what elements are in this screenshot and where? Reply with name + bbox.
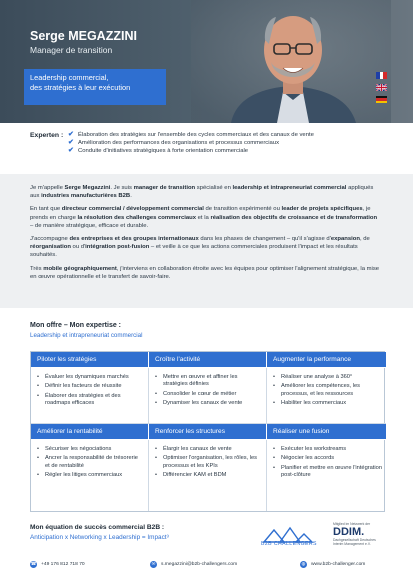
offer-cell: [267, 440, 386, 511]
list-item: • Différencier KAM et BDM: [155, 472, 227, 479]
website-link[interactable]: ◍ www.b2b-challenger.com: [301, 561, 366, 567]
offer-heading: Améliorer la rentabilité: [31, 424, 149, 440]
language-flags: [376, 72, 387, 103]
bio-paragraph-1: Je m'appelle Serge Megazzini. Je suis manager de transition spécialisé en leadership et intrapreneuriat commercial appliqués aux industries manufacturières B2B.: [30, 185, 374, 200]
b2b-logo-text: B2B CHALLENGERS: [261, 541, 317, 547]
expertise-label: Experten :: [30, 132, 64, 139]
footer-contact: [0, 557, 413, 571]
tagline-box: [24, 69, 166, 105]
list-item: • Élargir les canaux de vente: [155, 446, 232, 452]
list-item: • Définir les facteurs de réussite: [37, 383, 122, 390]
offer-title: Mon offre – Mon expertise :: [30, 322, 122, 329]
german-flag-icon: [376, 96, 387, 103]
expertise-item: ✔ Élaboration des stratégies sur l'ensemble des cycles commerciaux et des canaux de vente: [68, 131, 314, 138]
phone-icon: ☎: [30, 561, 37, 566]
ddim-logo: Mitglied im Netzwerk der DDIM. Dachgesellschaft Deutsches Interim Management e.V.: [333, 522, 376, 546]
job-title: Manager de transition: [30, 45, 113, 55]
expertise-item: ✔ Amélioration des performances des organisations et processus commerciaux: [68, 139, 280, 147]
list-item: • Élaborer des stratégies et des roadmaps efficaces: [37, 392, 121, 407]
list-item: • Exécuter les workstreams: [273, 446, 347, 452]
profile-photo: [191, 0, 391, 123]
checkmark-icon: ✔: [68, 139, 74, 147]
globe-icon: ◍: [301, 561, 306, 566]
equation-title: Mon équation de succès commercial B2B :: [30, 524, 165, 531]
offer-subtitle: Leadership et intrapreneuriat commercial: [30, 332, 143, 339]
list-item: • Régler les litiges commerciaux: [37, 472, 123, 479]
list-item: • Négocier les accords: [273, 455, 335, 462]
person-name: Serge MEGAZZINI: [30, 29, 137, 43]
list-item: • Réaliser une analyse à 360°: [273, 374, 353, 380]
email-icon: ✉: [151, 561, 156, 566]
offer-cell: [31, 368, 149, 424]
expertise-section: [30, 131, 314, 156]
offer-cell: [149, 440, 267, 511]
offer-heading: Croître l'activité: [149, 352, 267, 368]
offer-cell: [149, 368, 267, 424]
offer-heading: Réaliser une fusion: [267, 424, 386, 440]
offer-heading: Augmenter la performance: [267, 352, 386, 368]
list-item: • Optimiser l'organisation, les rôles, les processus et les KPIs: [155, 455, 258, 469]
bio-paragraph-4: Très mobile géographiquement, j'interviens en collaboration étroite avec les équipes pour optimiser l'alignement stratégique, la mise en œuvre opérationnelle et le transfert de savoir-faire.: [30, 265, 380, 280]
list-item: • Évaluer les dynamiques marchés: [37, 374, 129, 380]
bio-paragraph-3: J'accompagne des entreprises et des groupes internationaux dans les phases de changement – qu'il s'agisse d'expansion, de réorganisation ou d'intégration post-fusion – et veille à ce que les actions commerciales produisent l'impact et les résultats souhaités.: [30, 236, 370, 259]
expertise-item: ✔ Conduite d'initiatives stratégiques à forte orientation commerciale: [68, 147, 249, 155]
list-item: • Planifier et mettre en œuvre l'intégration post-clôture: [273, 464, 382, 479]
expertise-list: [68, 131, 314, 156]
tagline-line-1: Leadership commercial,: [30, 73, 109, 82]
equation-formula: Anticipation x Networking x Leadership = Impact³: [30, 534, 169, 541]
offer-heading: Piloter les stratégies: [31, 352, 149, 368]
tagline-line-2: des stratégies à leur exécution: [30, 83, 131, 92]
offer-cell: [31, 440, 149, 511]
list-item: • Dynamiser les canaux de vente: [155, 400, 243, 407]
french-flag-icon: [376, 72, 387, 79]
list-item: • Améliorer les compétences, les processus, et les ressources: [273, 383, 361, 397]
uk-flag-icon: [376, 84, 387, 91]
checkmark-icon: ✔: [68, 147, 74, 155]
list-item: • Consolider le cœur de métier: [155, 390, 237, 397]
list-item: • Sécuriser les négociations: [37, 446, 112, 452]
header-banner: [0, 0, 413, 123]
bio-paragraph-2: En tant que directeur commercial / développement commercial de transition expérimenté ou leader de projets spécifiques, je prends en charge la résolution des challenges commerciaux et la réalisation des objectifs de croissance et de transformation – de manière stratégique, efficace et durable.: [30, 206, 378, 229]
list-item: • Mettre en œuvre et affiner les stratégies définies: [155, 374, 238, 388]
list-item: • Habiliter les commerciaux: [273, 400, 347, 407]
checkmark-icon: ✔: [68, 131, 74, 138]
offer-cell: [267, 368, 386, 424]
phone-contact[interactable]: ☎ +49 176 812 718 70: [30, 561, 85, 567]
offer-grid: [30, 351, 385, 512]
email-contact[interactable]: ✉ s.megazzini@b2b-challengers.com: [151, 561, 238, 567]
offer-heading: Renforcer les structures: [149, 424, 267, 440]
bio-section: [0, 174, 413, 308]
list-item: • Ancrer la responsabilité de trésorerie et de rentabilité: [37, 455, 138, 469]
